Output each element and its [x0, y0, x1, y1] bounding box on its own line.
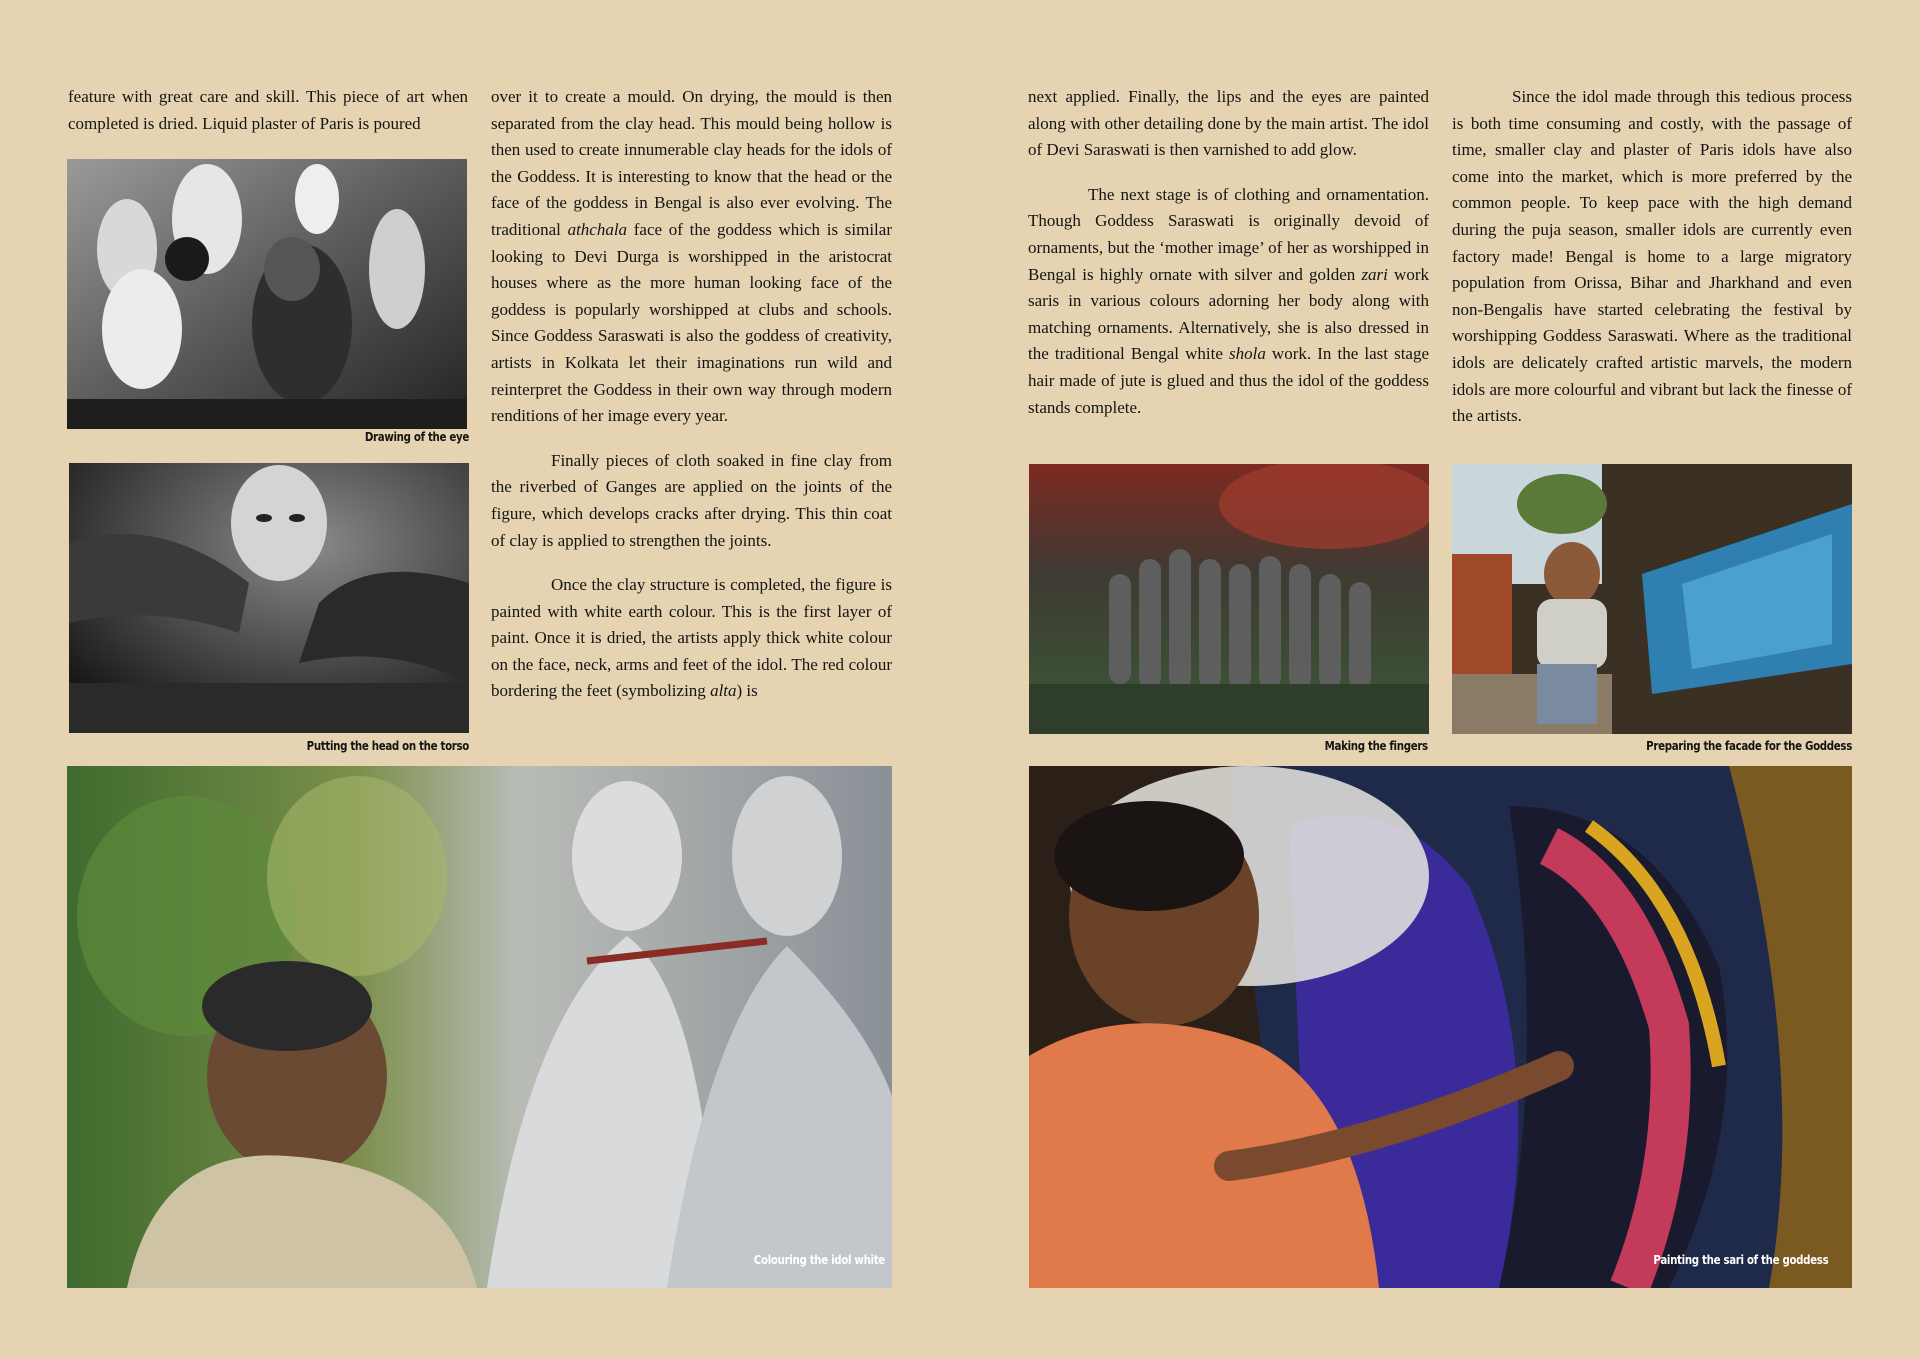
photo-colouring-idol-white [67, 766, 892, 1288]
italic-term: zari [1361, 264, 1388, 284]
caption-painting-sari: Painting the sari of the goddess [1653, 1252, 1828, 1267]
col2-paragraph-1 [491, 84, 892, 430]
italic-term: athchala [567, 219, 628, 239]
photo-making-fingers [1029, 464, 1429, 734]
text-run: Since the idol made through this tedious process is both time consuming and costly, with the passage of time, smaller clay and plaster of Paris idols have also come into the market, which is more preferred by the common people. To keep pace with the high demand during the puja season, smaller idols are currently even factory made! Bengal is home to a large migratory population from Orissa, Bihar and Jharkhand and even non-Bengalis have started celebrating the festival by worshipping Goddess Saraswati. Where as the traditional idols are delicately crafted artistic marvels, the modern idols are more colourful and vibrant but lack the finesse of the artists. [1452, 87, 1852, 426]
text-run: The next stage is of clothing and ornamentation. Though Goddess Saraswati is originally devoid of ornaments, but the ‘mother image’ of her as worshipped in Bengal is highly ornate with silver and golden [1028, 184, 1429, 284]
photo-head-on-torso [69, 463, 469, 733]
text-run: face of the goddess which is similar looking to Devi Durga is worshipped in the aristocrat houses where as the more human looking face of the goddess is popularly worshipped at clubs and schools. Since Goddess Saraswati is also the goddess of creativity, artists in Kolkata let their imaginations run wild and reinterpret the Goddess in their own way through modern renditions of her image every year. [491, 219, 892, 426]
right-column-1 [1028, 84, 1429, 439]
caption-drawing-eye: Drawing of the eye [364, 429, 469, 444]
right-column-2 [1452, 84, 1852, 448]
left-column-1 [68, 84, 468, 155]
col3-paragraph-2 [1028, 182, 1429, 421]
caption-head-on-torso: Putting the head on the torso [306, 738, 469, 753]
text-run: ) is [736, 681, 758, 701]
col2-paragraph-2 [491, 448, 892, 554]
caption-making-fingers: Making the fingers [1324, 738, 1428, 753]
text-run: Finally pieces of cloth soaked in fine clay from the riverbed of Ganges are applied on the joints of the figure, which develops cracks after drying. This thin coat of clay is applied to strengthen the joints. [491, 450, 892, 550]
caption-colouring-idol-white: Colouring the idol white [753, 1252, 885, 1267]
col4-paragraph-1 [1452, 84, 1852, 430]
text-run: work saris in various colours adorning her body along with matching ornaments. Alternatively, she is also dressed in the traditional Bengal white [1028, 264, 1429, 364]
text-run: Once the clay structure is completed, the figure is painted with white earth colour. This is the first layer of paint. Once it is dried, the artists apply thick white colour on the face, neck, arms and feet of the idol. The red colour bordering the feet (symbolizing [491, 575, 892, 701]
col1-paragraph: feature with great care and skill. This piece of art when completed is dried. Liquid plaster of Paris is poured [68, 87, 468, 133]
photo-drawing-eye [67, 159, 467, 429]
caption-preparing-facade: Preparing the facade for the Goddess [1646, 738, 1852, 753]
italic-term: shola [1228, 344, 1266, 364]
text-run: over it to create a mould. On drying, the mould is then separated from the clay head. This mould being hollow is then used to create innumerable clay heads for the idols of the Goddess. It is interesting to know that the head or the face of the goddess in Bengal is also ever evolving. The traditional [491, 87, 892, 239]
left-column-2 [491, 84, 892, 723]
text-run: work. In the last stage hair made of jute is glued and thus the idol of the goddess stands complete. [1028, 344, 1430, 417]
photo-painting-sari [1029, 766, 1852, 1288]
photo-preparing-facade [1452, 464, 1852, 734]
col2-paragraph-3 [491, 572, 892, 705]
text-run: next applied. Finally, the lips and the eyes are painted along with other detailing done by the main artist. The idol of Devi Saraswati is then varnished to add glow. [1028, 87, 1429, 160]
col3-paragraph-1 [1028, 84, 1429, 164]
italic-term: alta [710, 681, 737, 701]
